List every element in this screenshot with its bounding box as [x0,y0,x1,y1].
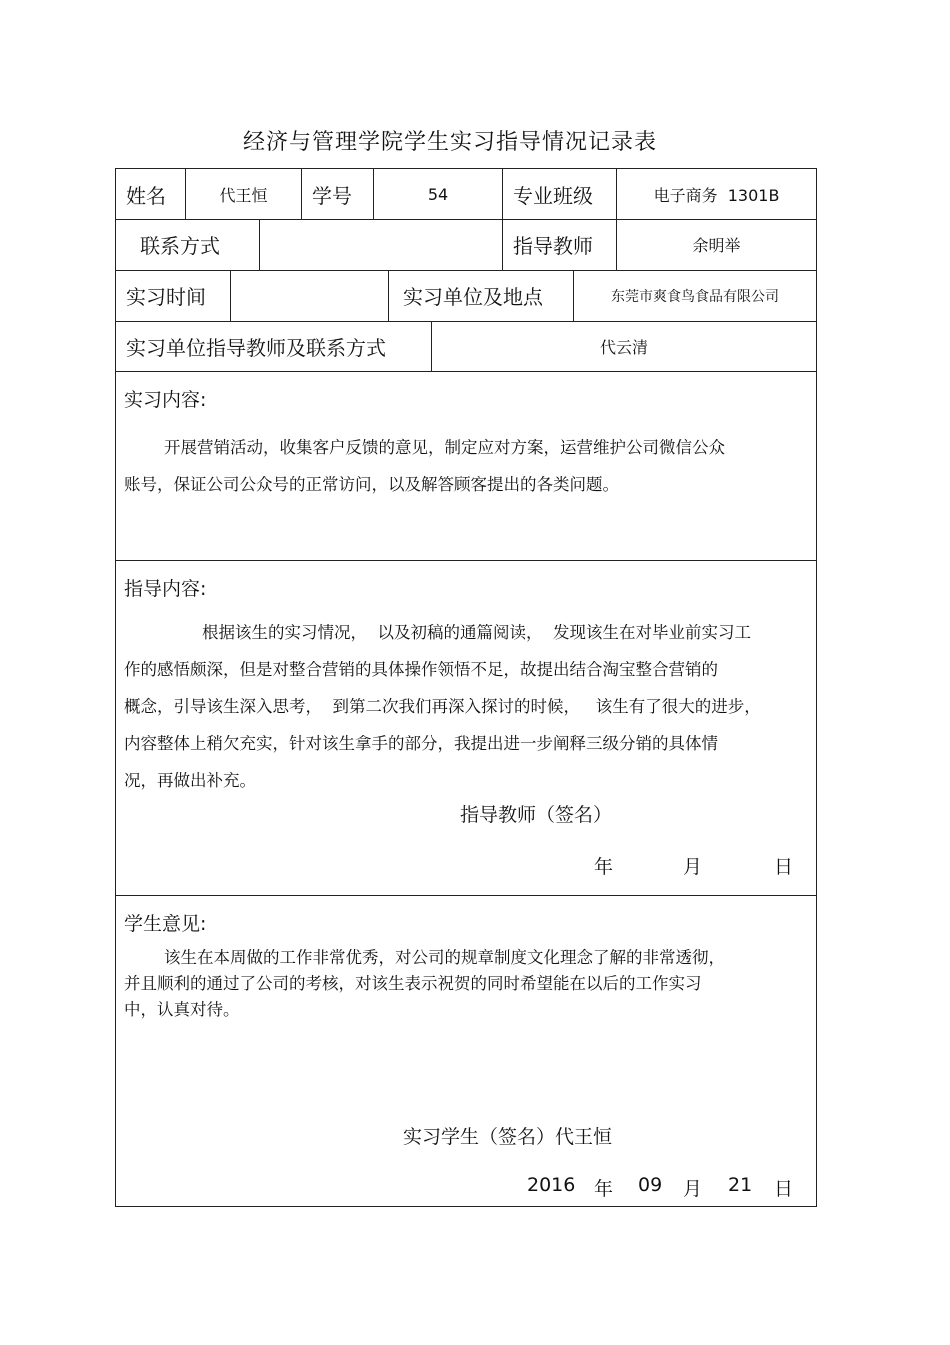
content-line: 开展营销活动，收集客户反馈的意见，制定应对方案，运营维护公司微信公众 [164,438,725,457]
guidance-line: 概念，引导该生深入思考， 到第二次我们再深入探讨的时候， 该生有了很大的进步， [124,697,761,716]
guidance-line: 内容整体上稍欠充实，针对该生拿手的部分，我提出进一步阐释三级分销的具体情 [124,734,718,753]
guidance-title: 指导内容: [124,578,207,600]
student-line: 中，认真对待。 [124,1000,240,1019]
contact-value [260,219,503,270]
teacher-label: 指导教师 [503,219,617,270]
name-value: 代王恒 [186,169,302,219]
internship-content-section [116,371,816,561]
internship-content-title: 实习内容: [124,389,207,411]
student-line: 该生在本周做的工作非常优秀，对公司的规章制度文化理念了解的非常透彻， [164,948,725,967]
signature-month-label: 月 [683,1178,703,1200]
signature-year-value: 2016 [527,1174,576,1196]
student-id-label: 学号 [302,169,374,219]
content-line: 账号，保证公司公众号的正常访问，以及解答顾客提出的各类问题。 [124,475,619,494]
contact-label: 联系方式 [116,219,260,270]
guidance-line: 根据该生的实习情况， 以及初稿的通篇阅读， 发现该生在对毕业前实习工 [202,623,751,642]
teacher-signature-label: 指导教师（签名） [460,804,613,826]
student-opinion-text [124,945,806,1023]
row-supervisor [116,321,816,372]
student-opinion-title: 学生意见: [124,913,207,935]
unit-label: 实习单位及地点 [389,270,574,321]
supervisor-label: 实习单位指导教师及联系方式 [116,321,432,371]
guidance-line: 作的感悟颇深，但是对整合营销的具体操作领悟不足，故提出结合淘宝整合营销的 [124,660,718,679]
row-contact [116,219,816,271]
name-label: 姓名 [116,169,186,219]
signature-year-label: 年 [594,1178,614,1200]
guidance-year-label: 年 [594,856,614,878]
row-basic-info [116,169,816,220]
student-opinion-section [116,895,816,1206]
student-line: 并且顺利的通过了公司的考核，对该生表示祝贺的同时希望能在以后的工作实习 [124,974,702,993]
signature-day-label: 日 [774,1178,794,1200]
unit-value: 东莞市爽食鸟食品有限公司 [611,288,779,305]
student-signature-label: 实习学生（签名）代王恒 [403,1126,613,1148]
time-value [231,270,389,321]
class-label: 专业班级 [503,169,617,219]
teacher-value: 余明举 [692,236,741,255]
student-id-value: 54 [374,169,503,219]
guidance-section [116,560,816,896]
signature-month-value: 09 [638,1174,663,1196]
supervisor-value: 代云清 [599,337,648,357]
record-form [115,168,817,1207]
guidance-text [124,614,806,799]
signature-day-value: 21 [728,1174,753,1196]
internship-content-text [124,429,806,503]
class-value: 电子商务 1301B [653,185,780,205]
guidance-day-label: 日 [774,856,794,878]
time-label: 实习时间 [116,270,231,321]
guidance-month-label: 月 [683,856,703,878]
row-internship-time [116,270,816,322]
guidance-line: 况，再做出补充。 [124,771,256,790]
form-title: 经济与管理学院学生实习指导情况记录表 [242,130,657,155]
